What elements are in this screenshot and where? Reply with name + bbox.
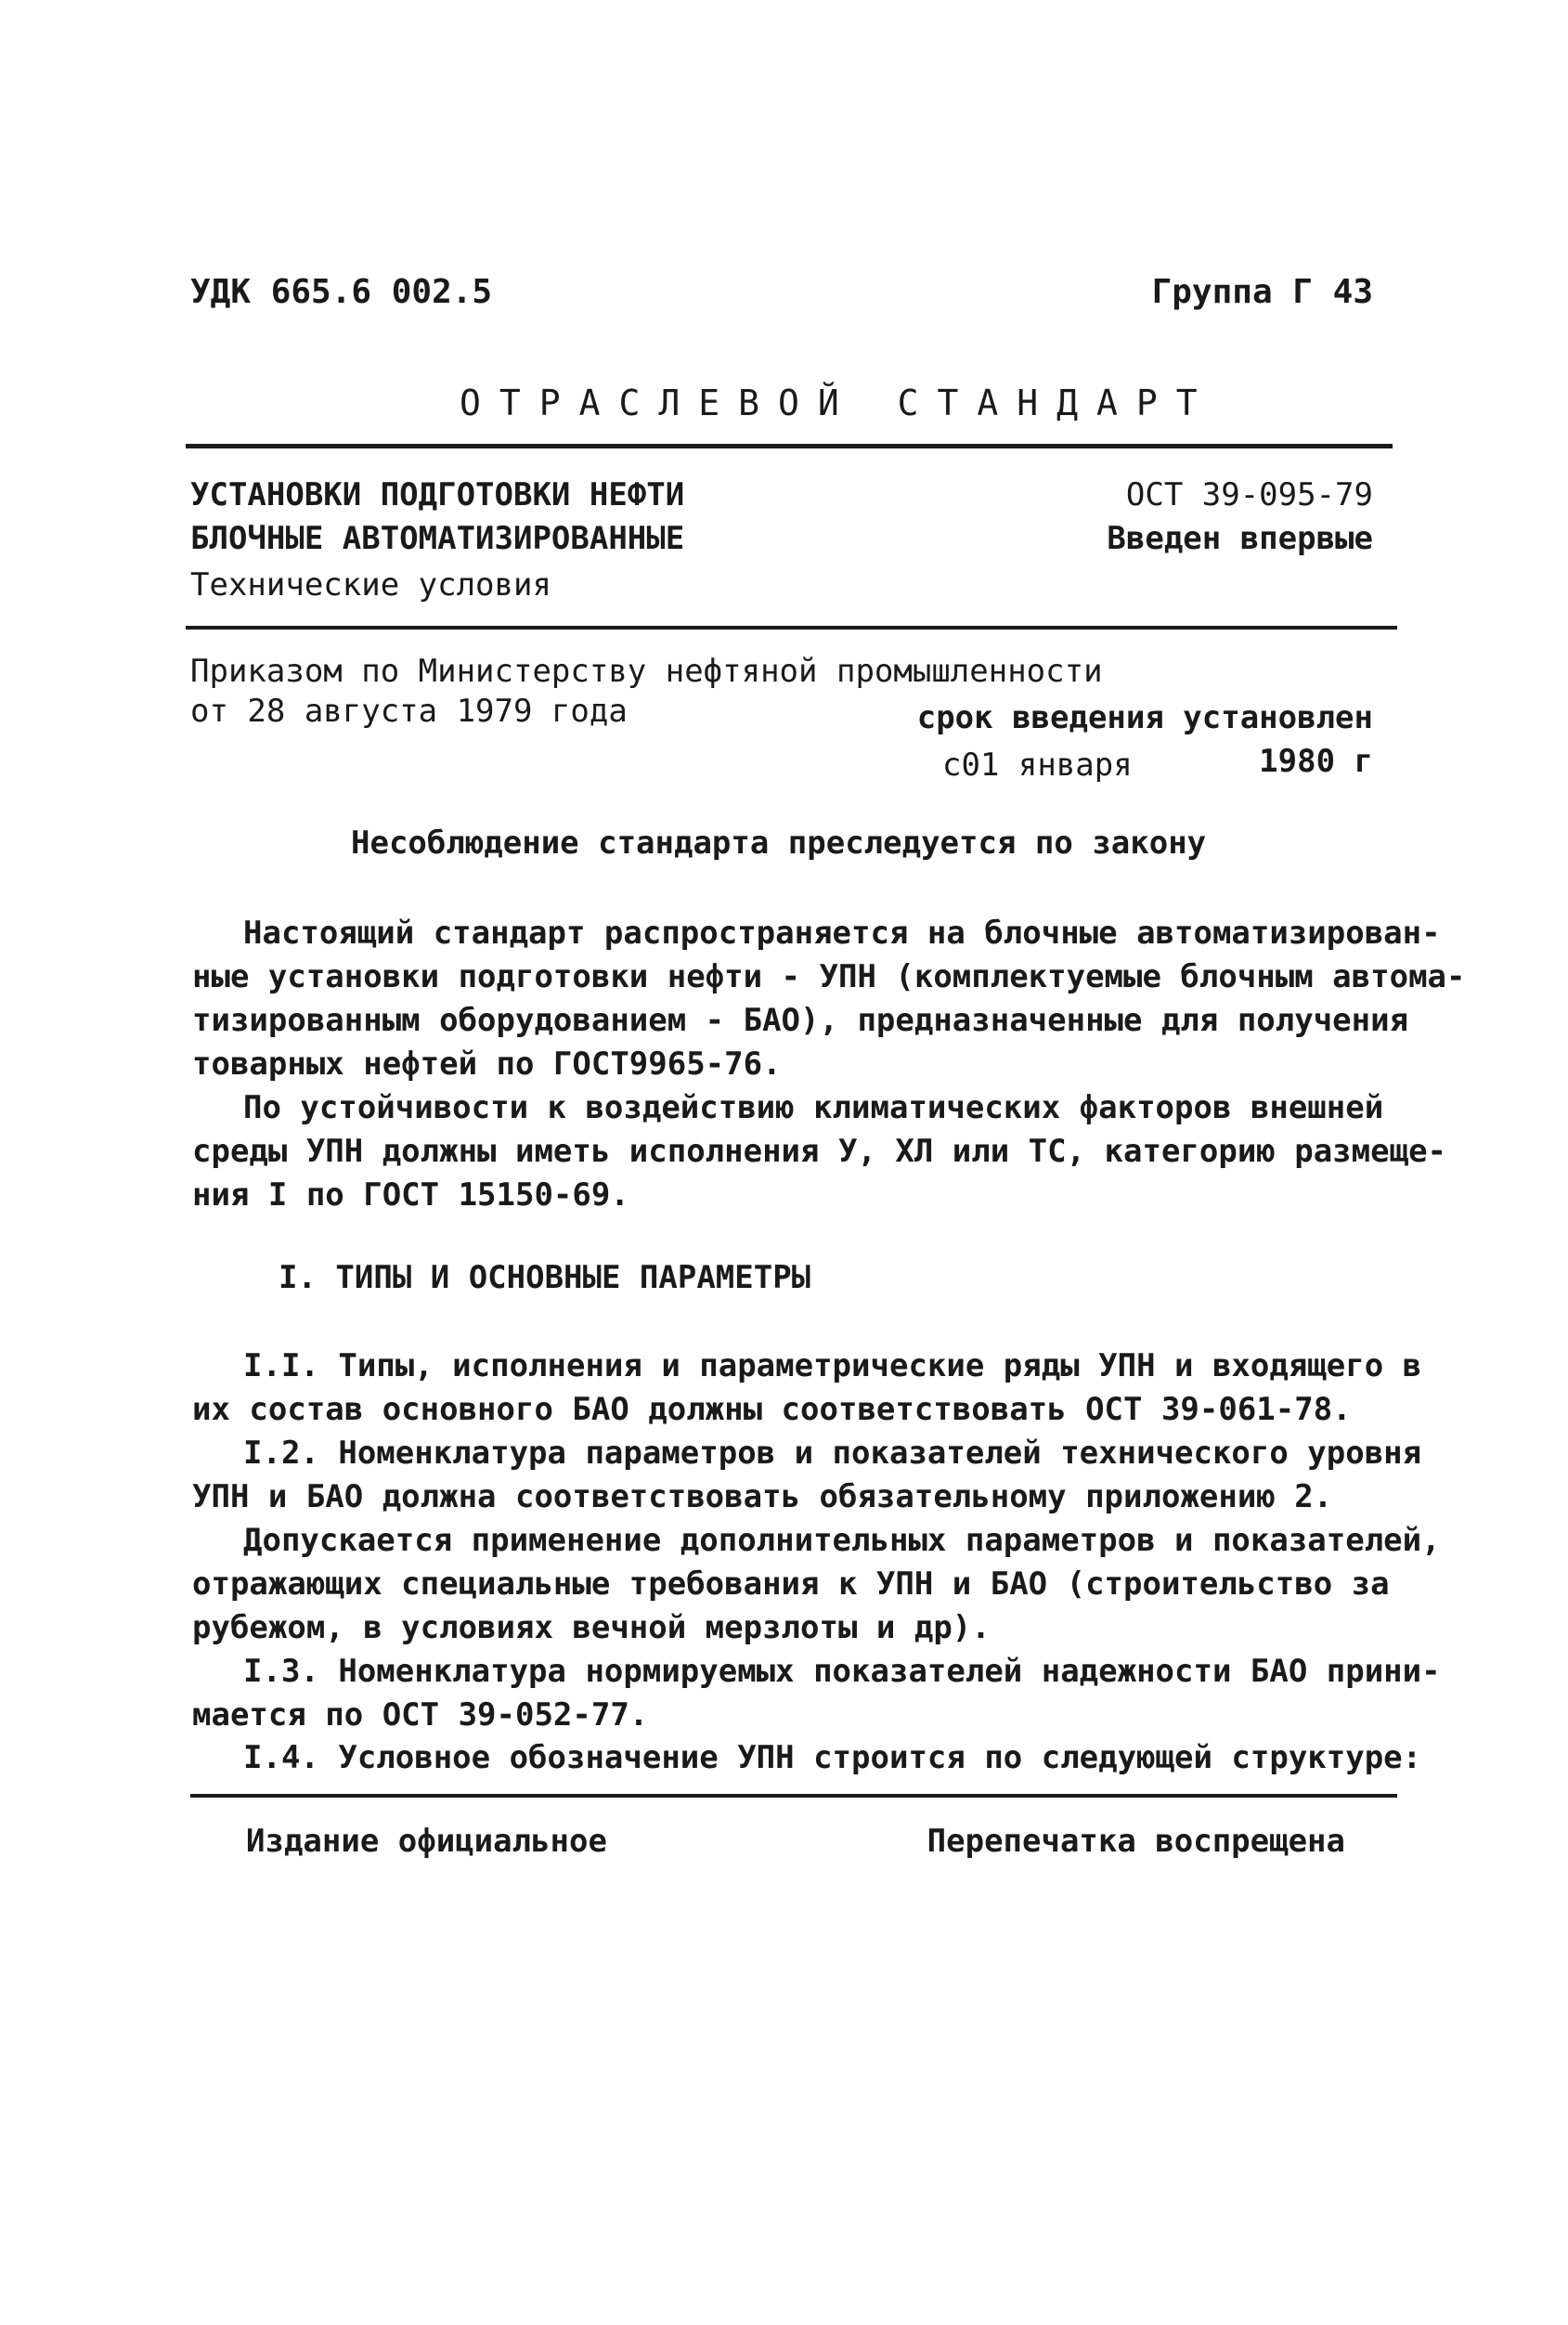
subject-line-3: Технические условия <box>190 566 551 604</box>
legal-warning: Несоблюдение стандарта преследуется по закону <box>351 825 1207 862</box>
text-line: Допускается применение дополнительных параметров и показателей, <box>243 1522 1441 1559</box>
footer-official-edition: Издание официальное <box>246 1823 607 1860</box>
section-1-heading: I. ТИПЫ И ОСНОВНЫЕ ПАРАМЕТРЫ <box>279 1259 811 1296</box>
top-rule <box>186 444 1393 448</box>
clause-1-2 <box>192 1432 1421 1519</box>
middle-rule <box>186 626 1397 630</box>
order-line-2: от 28 августа 1979 года <box>190 693 628 730</box>
text-line: I.4. Условное обозначение УПН строится по следующей структуре: <box>243 1739 1422 1776</box>
text-line: товарных нефтей по ГОСТ9965-76. <box>192 1046 782 1083</box>
text-line: I.I. Типы, исполнения и параметрические ряды УПН и входящего в <box>243 1347 1422 1384</box>
term-year: 1980 г <box>1259 743 1373 780</box>
text-line: По устойчивости к воздействию климатических факторов внешней <box>243 1089 1384 1126</box>
text-line: ния I по ГОСТ 15150-69. <box>192 1176 629 1214</box>
text-line: отражающих специальные требования к УПН и БАО (строительство за <box>192 1565 1390 1603</box>
term-date: с01 января <box>942 747 1133 784</box>
document-title: ОТРАСЛЕВОЙ СТАНДАРТ <box>460 383 1216 423</box>
clause-1-2-addendum <box>192 1519 1441 1650</box>
group-code: Группа Г 43 <box>1151 273 1373 311</box>
text-line: ные установки подготовки нефти - УПН (комплектуемые блочным автома- <box>192 958 1466 995</box>
standard-status: Введен впервые <box>1107 520 1373 557</box>
intro-paragraph-1 <box>192 912 1465 1086</box>
text-line: УПН и БАО должна соответствовать обязательному приложению 2. <box>192 1478 1333 1515</box>
subject-line-2: БЛОЧНЫЕ АВТОМАТИЗИРОВАННЫЕ <box>190 520 685 557</box>
clause-1-1 <box>192 1344 1421 1432</box>
intro-paragraph-2 <box>192 1086 1446 1217</box>
text-line: Настоящий стандарт распространяется на блочные автоматизирован- <box>243 915 1441 952</box>
text-line: рубежом, в условиях вечной мерзлоты и др). <box>192 1609 991 1646</box>
text-line: их состав основного БАО должны соответствовать ОСТ 39-061-78. <box>192 1391 1352 1428</box>
bottom-rule <box>190 1794 1397 1798</box>
udk-code: УДК 665.6 002.5 <box>190 273 493 311</box>
clause-1-3 <box>192 1650 1441 1737</box>
text-line: мается по ОСТ 39-052-77. <box>192 1696 649 1734</box>
term-label: срок введения установлен <box>916 699 1373 736</box>
footer-reprint-prohibited: Перепечатка воспрещена <box>927 1823 1345 1860</box>
text-line: среды УПН должны иметь исполнения У, ХЛ или ТС, категорию размеще- <box>192 1133 1447 1170</box>
clause-1-4 <box>192 1736 1421 1780</box>
text-line: I.2. Номенклатура параметров и показателей технического уровня <box>243 1435 1422 1472</box>
order-line-1: Приказом по Министерству нефтяной промышленности <box>190 653 1103 690</box>
standard-code: ОСТ 39-095-79 <box>1125 476 1373 513</box>
subject-line-1: УСТАНОВКИ ПОДГОТОВКИ НЕФТИ <box>190 476 685 513</box>
text-line: тизированным оборудованием - БАО), предназначенные для получения <box>192 1002 1409 1039</box>
text-line: I.3. Номенклатура нормируемых показателей надежности БАО прини- <box>243 1653 1441 1690</box>
